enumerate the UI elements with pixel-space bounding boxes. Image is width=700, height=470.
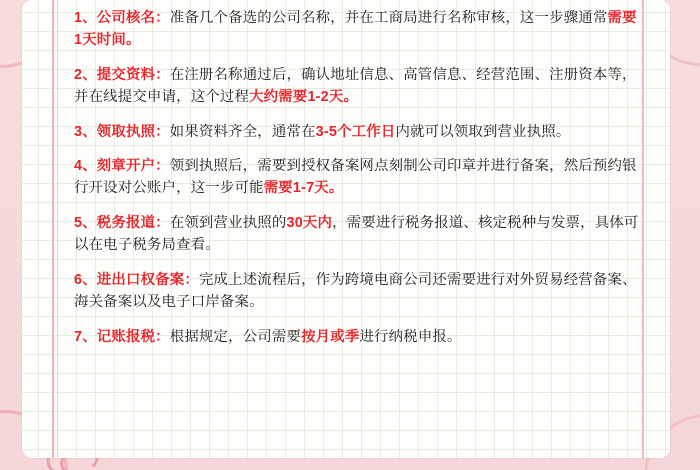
checklist-item-text: 在注册名称通过后，确认地址信息、高管信息、经营范围、注册资本等，并在线提交申请，这个过程 (74, 66, 637, 105)
checklist-item-lead: 2、提交资料： (74, 66, 170, 83)
checklist-item-text: 如果资料齐全，通常在 (169, 123, 316, 140)
checklist-item-lead: 1、公司核名： (74, 10, 170, 26)
checklist-item-text: 进行纳税申报。 (359, 328, 462, 345)
checklist-item-lead: 7、记账报税： (74, 328, 170, 345)
checklist-item-lead: 5、税务报道： (74, 215, 170, 232)
checklist-item-text: 准备几个备选的公司名称，并在工商局进行名称审核，这一步骤通常 (169, 10, 608, 26)
checklist-item-lead: 6、进出口权备案： (74, 272, 199, 289)
checklist-item-emphasis: 需要1天时间。 (74, 10, 637, 48)
checklist-item (74, 327, 640, 349)
margin-rule-left (52, 0, 54, 458)
checklist-item-text: 完成上述流程后，作为跨境电商公司还需要进行对外贸易经营备案、海关备案以及电子口岸备案。 (74, 272, 637, 310)
checklist-item-lead: 4、刻章开户： (74, 158, 170, 175)
checklist-item (74, 270, 640, 314)
margin-rule-right (642, 0, 644, 458)
checklist-item-emphasis: 需要1-7天。 (263, 180, 344, 197)
checklist-item-text: 内就可以领取到营业执照。 (395, 123, 571, 140)
checklist-item-text: 根据规定，公司需要 (169, 328, 302, 345)
checklist-item-text: ，需要进行税务报道、核定税种与发票，具体可以在电子税务局查看。 (74, 215, 639, 254)
checklist-item-lead: 3、领取执照： (74, 123, 170, 140)
checklist-item-text: 领到执照后，需要到授权备案网点刻制公司印章并进行备案，然后预约银行开设对公账户，这一步可能 (74, 158, 637, 197)
checklist-item-emphasis: 3-5个工作日 (315, 123, 396, 140)
checklist-item (74, 122, 640, 144)
note-card (22, 0, 670, 458)
margin-rule-left-secondary (57, 0, 58, 458)
checklist-item-emphasis: 大约需要1-2天。 (249, 88, 359, 105)
checklist-item (74, 65, 640, 109)
checklist-item (74, 156, 640, 200)
checklist-item (74, 213, 640, 257)
checklist-item-emphasis: 30天内 (286, 215, 333, 232)
checklist-item-text: 在领到营业执照的 (169, 215, 287, 232)
checklist-item (74, 8, 640, 52)
checklist-item-emphasis: 按月或季 (301, 328, 360, 345)
checklist (74, 0, 640, 458)
